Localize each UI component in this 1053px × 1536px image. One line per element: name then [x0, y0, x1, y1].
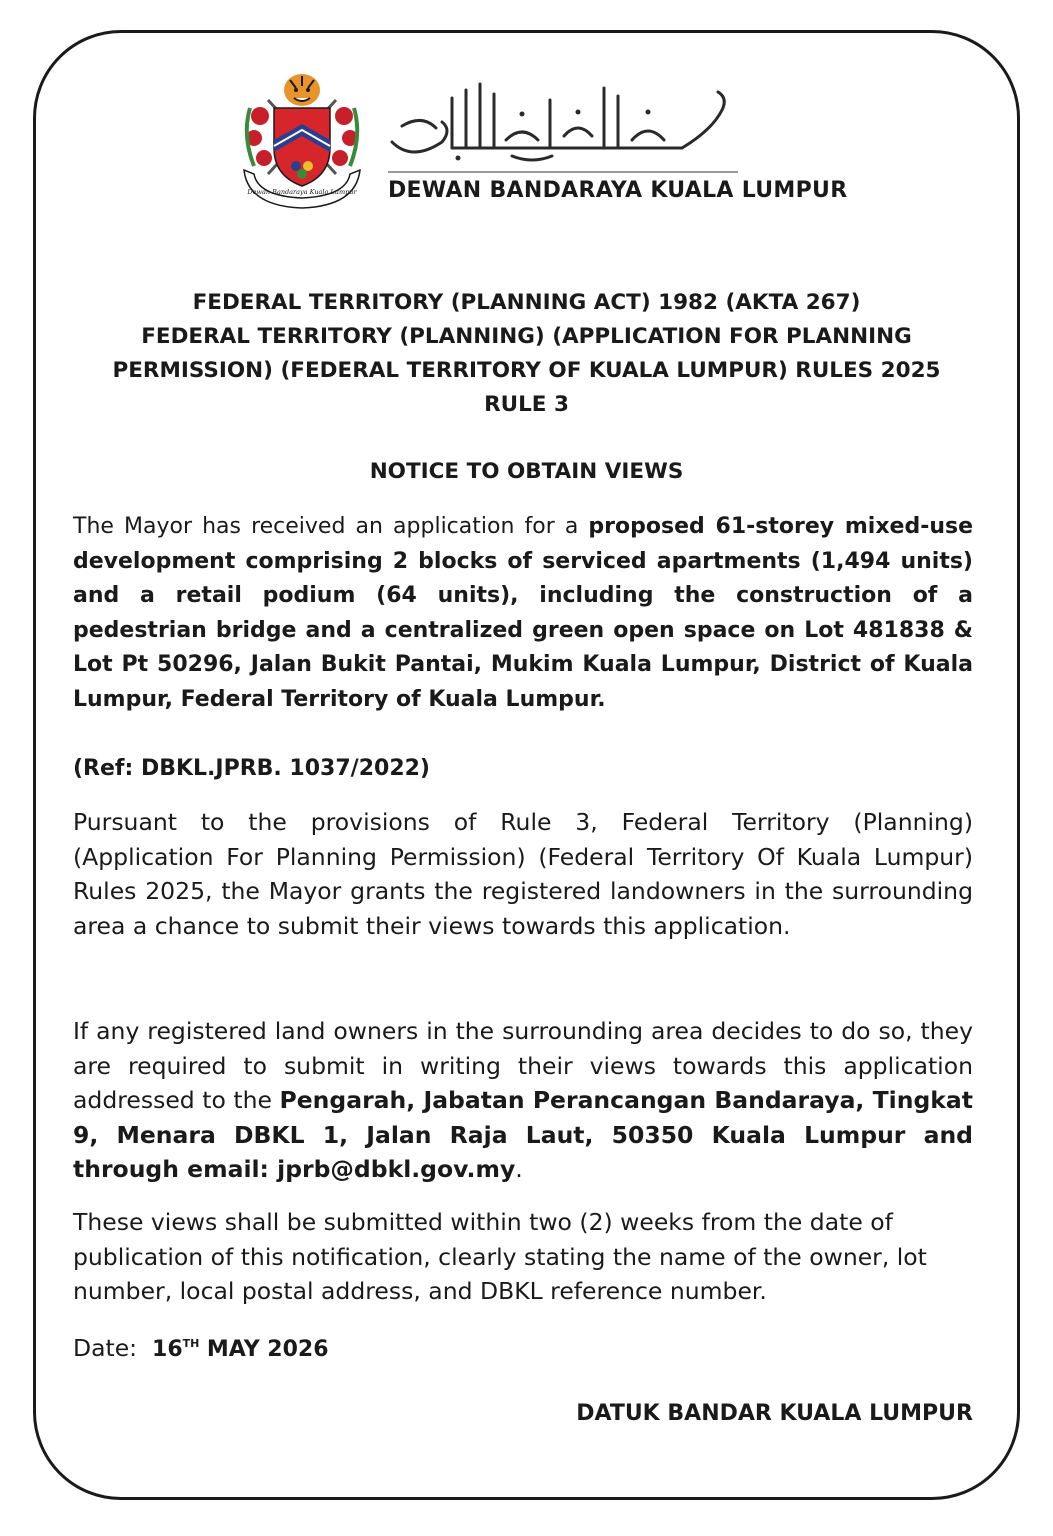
jawi-calligraphy-logo [382, 70, 742, 166]
notice-heading: NOTICE TO OBTAIN VIEWS [369, 459, 684, 484]
date-month-year: MAY 2026 [206, 1337, 329, 1362]
signoff: DATUK BANDAR KUALA LUMPUR [576, 1401, 973, 1426]
application-paragraph [73, 510, 973, 717]
date-suffix: TH [182, 1337, 200, 1350]
date-label: Date: [73, 1334, 138, 1362]
crest-motto-text: Dewan Bandaraya Kuala Lumpur [247, 188, 357, 196]
application-intro: The Mayor has received an application for a [73, 514, 589, 539]
title-line: FEDERAL TERRITORY (PLANNING ACT) 1982 (AKTA 267) [192, 290, 861, 315]
title-line: FEDERAL TERRITORY (PLANNING) (APPLICATION FOR PLANNING [141, 324, 912, 349]
title-line: RULE 3 [484, 392, 569, 417]
dbkl-crest-logo [238, 66, 366, 216]
reference-number: (Ref: DBKL.JPRB. 1037/2022) [73, 756, 430, 781]
submission-intro: If any registered land owners in the surrounding area decides to do so, they are required to submit in writing their views towards this application addressed to the [73, 1017, 973, 1114]
pursuant-paragraph: Pursuant to the provisions of Rule 3, Federal Territory (Planning) (Application For Planning Permission) (Federal Territory Of Kuala Lumpur) Rules 2025, the Mayor grants the registered landowners in the surrounding area a chance to submit their views towards this application. [73, 808, 973, 940]
organization-name: DEWAN BANDARAYA KUALA LUMPUR [388, 178, 848, 203]
submission-address: Pengarah, Jabatan Perancangan Bandaraya, Tingkat 9, Menara DBKL 1, Jalan Raja Laut, 50350 Kuala Lumpur and through email: jprb@dbkl.gov.my [73, 1086, 973, 1183]
submission-tail: . [515, 1155, 523, 1183]
deadline-paragraph: These views shall be submitted within two (2) weeks from the date of publication of this notification, clearly stating the name of the owner, lot number, local postal address, and DBKL reference number. [73, 1208, 927, 1305]
title-line: PERMISSION) (FEDERAL TERRITORY OF KUALA LUMPUR) RULES 2025 [112, 358, 941, 383]
notice-title [80, 286, 973, 422]
notice-date [73, 1327, 329, 1367]
date-day: 16 [152, 1337, 183, 1362]
submission-paragraph [73, 1014, 973, 1187]
application-description: proposed 61-storey mixed-use development comprising 2 blocks of serviced apartments (1,494 units) and a retail podium (64 units), including the construction of a pedestrian bridge and a centralized green open space on Lot 481838 & Lot Pt 50296, Jalan Bukit Pantai, Mukim Kuala Lumpur, District of Kuala Lumpur, Federal Territory of Kuala Lumpur. [73, 514, 973, 712]
header-divider [388, 171, 738, 173]
